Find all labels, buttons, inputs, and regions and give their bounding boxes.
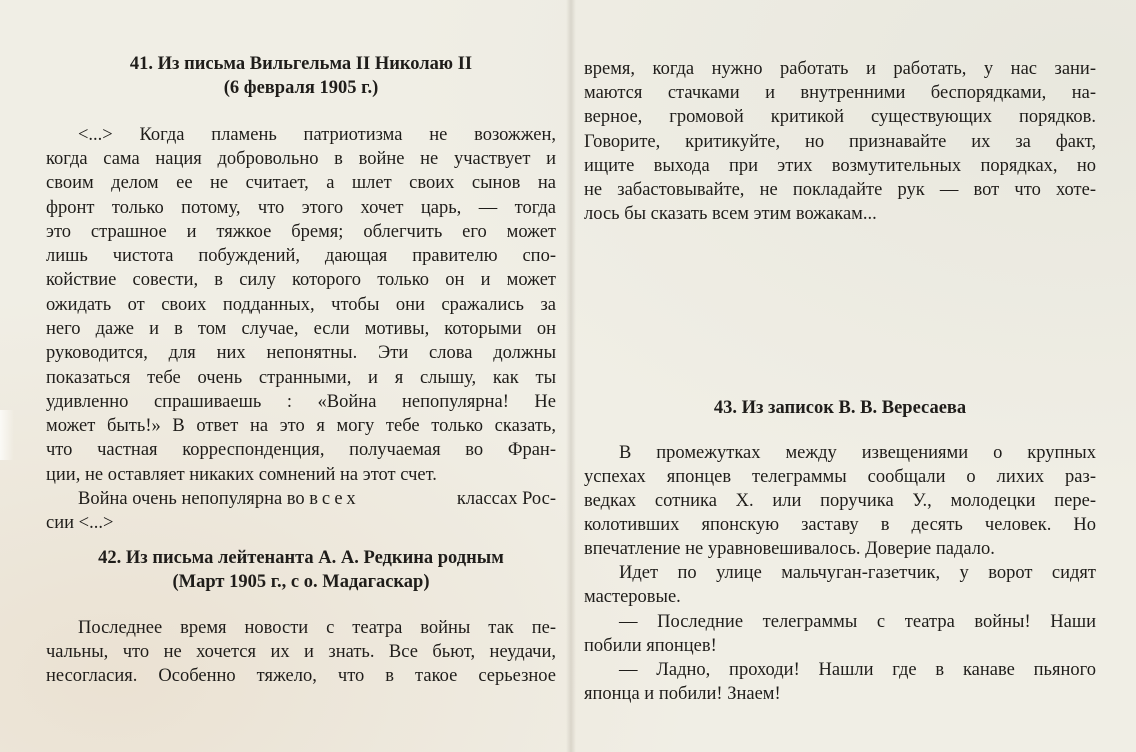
doc41-last-para-start: Война очень непопулярна во всех bbox=[78, 489, 360, 509]
doc42-line: время, когда нужно работать и работать, у нас зани- bbox=[584, 59, 1096, 79]
doc43-line: ведках сотника X. или поручика У., молодецки пере- bbox=[584, 491, 1096, 511]
doc41-heading-title: 41. Из письма Вильгельма II Николаю II bbox=[129, 54, 473, 74]
doc42-line: несогласия. Особенно тяжело, что в такое серьезное bbox=[46, 666, 556, 686]
doc41-line: него даже и в том случае, если мотивы, которыми он bbox=[46, 319, 556, 339]
doc41-line: что частная корреспонденция, получаемая во Фран- bbox=[46, 440, 556, 460]
doc43-line: — Последние телеграммы с театра войны! Наши bbox=[619, 612, 1096, 632]
doc41-line: удивленно спрашиваешь : «Война непопулярна! Не bbox=[46, 392, 556, 412]
doc42-line: Последнее время новости с театра войны так пе- bbox=[78, 618, 556, 638]
page-edge-tear bbox=[0, 410, 14, 460]
doc41-line: может быть!» В ответ на это я могу тебе только сказать, bbox=[46, 416, 556, 436]
doc43-line: впечатление не уравновешивалось. Доверие падало. bbox=[584, 539, 995, 559]
doc41-line: сии <...> bbox=[46, 513, 114, 533]
doc43-line: Идет по улице мальчуган-газетчик, у ворот сидят bbox=[619, 563, 1096, 583]
doc42-heading bbox=[46, 546, 556, 594]
page-spine-fold bbox=[566, 0, 576, 752]
doc42-line: ищите выхода при этих возмутительных порядках, но bbox=[584, 156, 1096, 176]
doc42-line: лось бы сказать всем этим вожакам... bbox=[584, 204, 877, 224]
doc41-emphasis-spaced: всех bbox=[309, 489, 360, 509]
doc42-line: верное, громовой критикой существующих порядков. bbox=[584, 107, 1096, 127]
doc41-last-para-end: классах Рос- bbox=[456, 489, 556, 509]
doc41-line: койствие совести, в силу которого только он и может bbox=[46, 270, 556, 290]
doc43-line: В промежутках между извещениями о крупных bbox=[619, 443, 1096, 463]
doc41-line: показаться тебе очень странными, и я слышу, как ты bbox=[46, 368, 556, 388]
doc41-line: лишь чистота побуждений, дающая правителю спо- bbox=[46, 246, 556, 266]
doc41-line: фронт только потому, что этого хочет царь, — тогда bbox=[46, 198, 556, 218]
doc43-heading: 43. Из записок В. В. Вересаева bbox=[713, 398, 967, 418]
doc42-line: не забастовывайте, не покладайте рук — вот что хоте- bbox=[584, 180, 1096, 200]
doc41-line: <...> Когда пламень патриотизма не возожжен, bbox=[78, 125, 556, 145]
doc42-heading-date: (Март 1905 г., с о. Мадагаскар) bbox=[172, 572, 430, 592]
doc42-line: Говорите, критикуйте, но признавайте их за факт, bbox=[584, 132, 1096, 152]
doc43-line: побили японцев! bbox=[584, 636, 717, 656]
doc43-line: японца и побили! Знаем! bbox=[584, 684, 781, 704]
doc43-line: мастеровые. bbox=[584, 587, 681, 607]
doc42-line: чальны, что не хочется их и знать. Все бьют, неудачи, bbox=[46, 642, 556, 662]
doc41-heading-date: (6 февраля 1905 г.) bbox=[223, 78, 379, 98]
doc41-heading bbox=[46, 52, 556, 100]
doc41-line: ожидать от своих подданных, чтобы они сражались за bbox=[46, 295, 556, 315]
doc43-line: успехах японцев телеграммы сообщали о лихих раз- bbox=[584, 467, 1096, 487]
doc41-line: ции, не оставляет никаких сомнений на этот счет. bbox=[46, 465, 437, 485]
doc41-line: своим делом ее не считает, а шлет своих сынов на bbox=[46, 173, 556, 193]
doc42-heading-title: 42. Из письма лейтенанта А. А. Редкина родным bbox=[98, 548, 504, 568]
doc43-line: — Ладно, проходи! Нашли где в канаве пьяного bbox=[619, 660, 1096, 680]
doc41-line: руководится, для них непонятны. Эти слова должны bbox=[46, 343, 556, 363]
doc41-line: когда сама нация добровольно в войне не участвует и bbox=[46, 149, 556, 169]
doc41-last-paragraph bbox=[78, 487, 556, 511]
doc43-line: колотивших японскую заставу в десять человек. Но bbox=[584, 515, 1096, 535]
doc41-line: это страшное и тяжкое бремя; облегчить его может bbox=[46, 222, 556, 242]
doc42-line: маются стачками и внутренними беспорядками, на- bbox=[584, 83, 1096, 103]
